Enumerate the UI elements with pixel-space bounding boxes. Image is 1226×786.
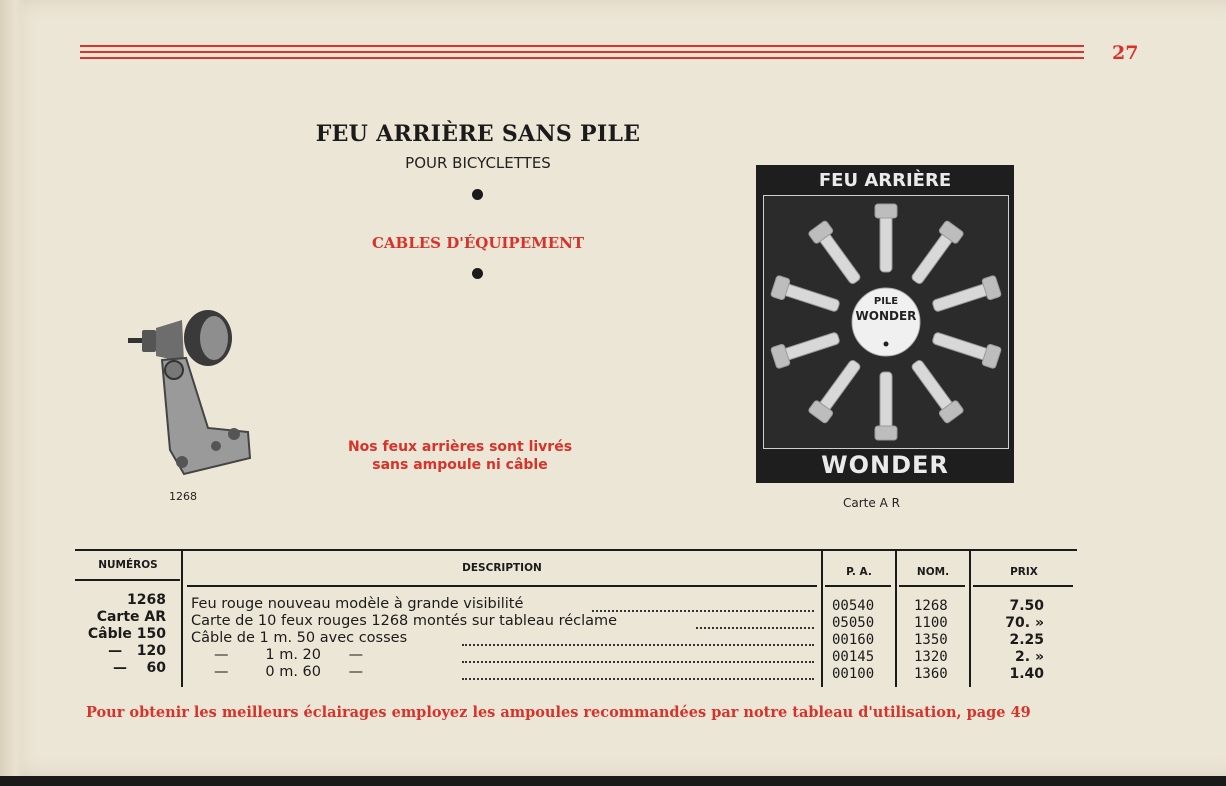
row-description: — 0 m. 60 — bbox=[214, 664, 364, 680]
dot-leader bbox=[462, 678, 814, 680]
row-pa: 00100 bbox=[832, 666, 875, 682]
row-nom: 1100 bbox=[914, 615, 948, 631]
row-description: Câble de 1 m. 50 avec cosses bbox=[191, 630, 408, 646]
row-prix: 1.40 bbox=[1009, 666, 1044, 682]
table-header-rule bbox=[75, 579, 180, 581]
lamp-caption: 1268 bbox=[169, 490, 197, 503]
bullet-dot bbox=[472, 189, 483, 200]
board-bottom-text: WONDER bbox=[821, 451, 949, 479]
row-pa: 05050 bbox=[832, 615, 875, 631]
table-header-rule bbox=[825, 585, 891, 587]
row-numero: Carte AR bbox=[96, 609, 166, 625]
row-nom: 1268 bbox=[914, 598, 948, 614]
dot-leader bbox=[696, 627, 814, 629]
display-board-photo bbox=[756, 165, 1014, 483]
header-description: DESCRIPTION bbox=[462, 562, 542, 574]
row-numero: Câble 150 bbox=[87, 626, 166, 642]
page-number: 27 bbox=[1112, 42, 1139, 64]
row-pa: 00160 bbox=[832, 632, 875, 648]
row-pa: 00145 bbox=[832, 649, 875, 665]
header-pa: P. A. bbox=[846, 566, 872, 578]
footer-note: Pour obtenir les meilleurs éclairages employez les ampoules recommandées par notre tableau d'utilisation, page 49 bbox=[86, 704, 1031, 721]
header-numeros: NUMÉROS bbox=[98, 559, 158, 571]
page-title: FEU ARRIÈRE SANS PILE bbox=[315, 121, 641, 147]
page-subtitle: POUR BICYCLETTES bbox=[405, 154, 551, 172]
row-nom: 1350 bbox=[914, 632, 948, 648]
dot-leader bbox=[462, 661, 814, 663]
row-prix: 70. » bbox=[1005, 615, 1044, 631]
row-numero: — 60 bbox=[113, 660, 166, 676]
row-description: Feu rouge nouveau modèle à grande visibilité bbox=[191, 596, 524, 612]
header-rule-bottom bbox=[80, 57, 1084, 59]
note-line-2: sans ampoule ni câble bbox=[372, 457, 548, 473]
header-rule-middle bbox=[80, 51, 1084, 53]
row-description: — 1 m. 20 — bbox=[214, 647, 364, 663]
dot-leader bbox=[592, 610, 814, 612]
table-header-rule bbox=[187, 585, 817, 587]
row-description: Carte de 10 feux rouges 1268 montés sur tableau réclame bbox=[191, 613, 618, 629]
header-prix: PRIX bbox=[1010, 566, 1038, 578]
dot-leader bbox=[462, 644, 814, 646]
page-spine-shadow bbox=[0, 0, 26, 776]
row-nom: 1360 bbox=[914, 666, 948, 682]
rear-lamp-illustration bbox=[122, 300, 262, 485]
table-header-rule bbox=[899, 585, 965, 587]
board-top-text: FEU ARRIÈRE bbox=[818, 170, 952, 191]
row-nom: 1320 bbox=[914, 649, 948, 665]
row-pa: 00540 bbox=[832, 598, 875, 614]
note-line-1: Nos feux arrières sont livrés bbox=[347, 439, 573, 455]
row-prix: 2.25 bbox=[1009, 632, 1044, 648]
row-numero: — 120 bbox=[108, 643, 166, 659]
section-heading: CABLES D'ÉQUIPEMENT bbox=[371, 234, 585, 252]
header-nom: NOM. bbox=[916, 566, 950, 578]
row-numero: 1268 bbox=[127, 592, 166, 608]
board-panel bbox=[763, 195, 1009, 449]
header-rule-top bbox=[80, 45, 1084, 47]
board-center-label-2: WONDER bbox=[855, 309, 917, 323]
row-prix: 2. » bbox=[1015, 649, 1044, 665]
table-top-rule bbox=[75, 549, 1077, 551]
board-caption: Carte A R bbox=[843, 496, 900, 510]
board-center-label-1: PILE bbox=[873, 296, 899, 307]
row-prix: 7.50 bbox=[1009, 598, 1044, 614]
table-header-rule bbox=[973, 585, 1073, 587]
bullet-dot bbox=[472, 268, 483, 279]
